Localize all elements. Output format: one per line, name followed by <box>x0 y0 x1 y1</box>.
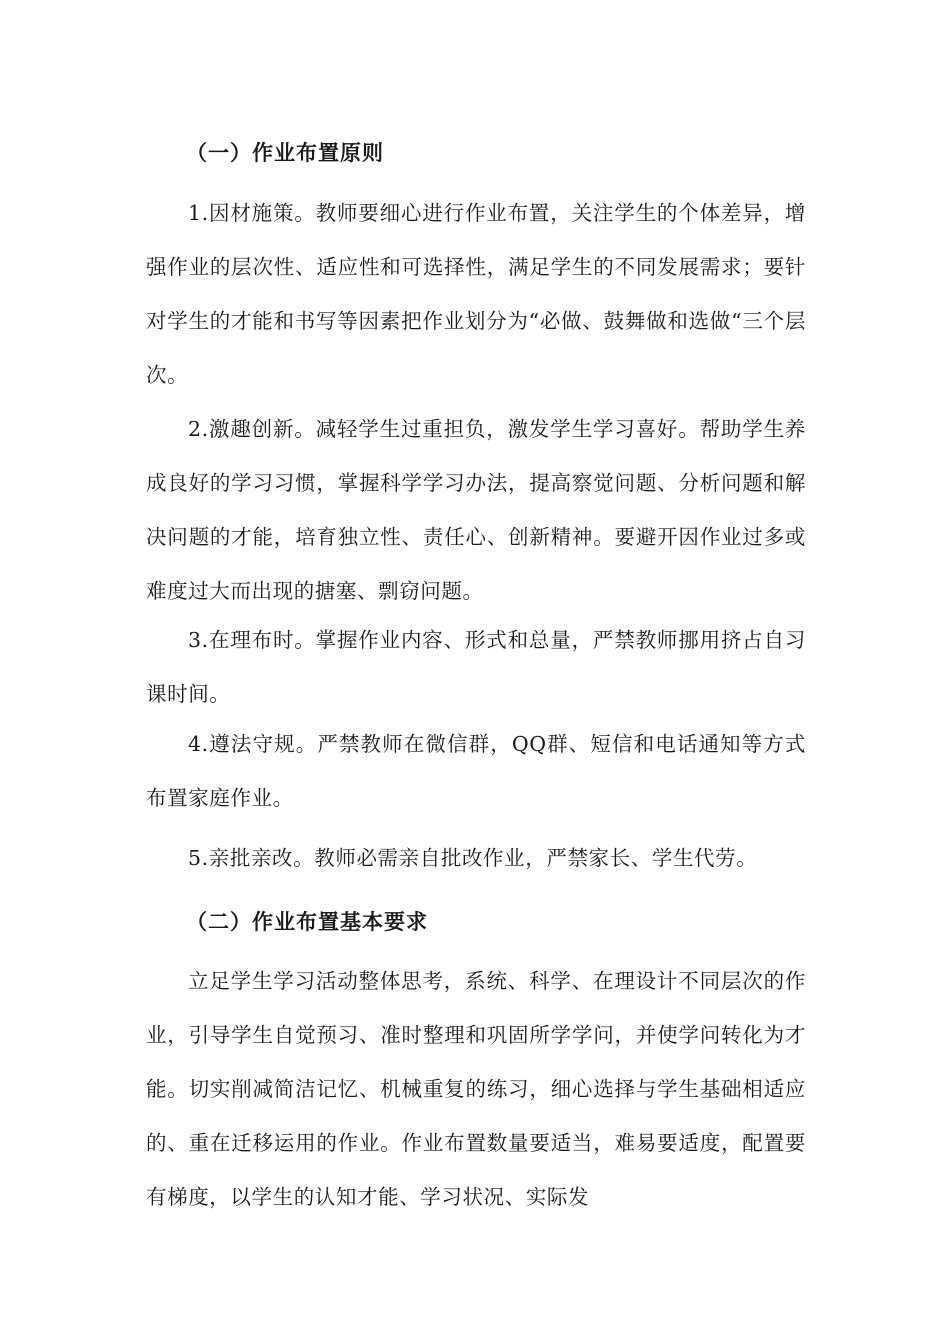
principle-paragraph-4: 4.遵法守规。严禁教师在微信群，QQ群、短信和电话通知等方式布置家庭作业。 <box>146 732 806 810</box>
principle-paragraph-5: 5.亲批亲改。教师必需亲自批改作业，严禁家长、学生代劳。 <box>188 846 758 870</box>
section-heading-requirements: （二）作业布置基本要求 <box>186 910 428 934</box>
requirements-paragraph: 立足学生学习活动整体思考，系统、科学、在理设计不同层次的作业，引导学生自觉预习、准时整理和巩固所学学问，并使学问转化为才能。切实削减简洁记忆、机械重复的练习，细心选择与学生基础相适应的、重在迁移运用的作业。作业布置数量要适当，难易要适度，配置要有梯度，以学生的认知才能、学习状况、实际发 <box>146 969 806 1209</box>
section-heading-principles: （一）作业布置原则 <box>186 141 384 165</box>
principle-paragraph-1: 1.因材施策。教师要细心进行作业布置，关注学生的个体差异，增强作业的层次性、适应性和可选择性，满足学生的不同发展需求；要针对学生的才能和书写等因素把作业划分为“必做、鼓舞做和选做“三个层次。 <box>146 201 806 387</box>
principle-paragraph-2: 2.激趣创新。减轻学生过重担负，激发学生学习喜好。帮助学生养成良好的学习习惯，掌握科学学习办法，提高察觉问题、分析问题和解决问题的才能，培育独立性、责任心、创新精神。要避开因作业过多或难度过大而出现的搪塞、剽窃问题。 <box>146 417 806 603</box>
principle-paragraph-3: 3.在理布时。掌握作业内容、形式和总量，严禁教师挪用挤占自习课时间。 <box>146 628 806 706</box>
